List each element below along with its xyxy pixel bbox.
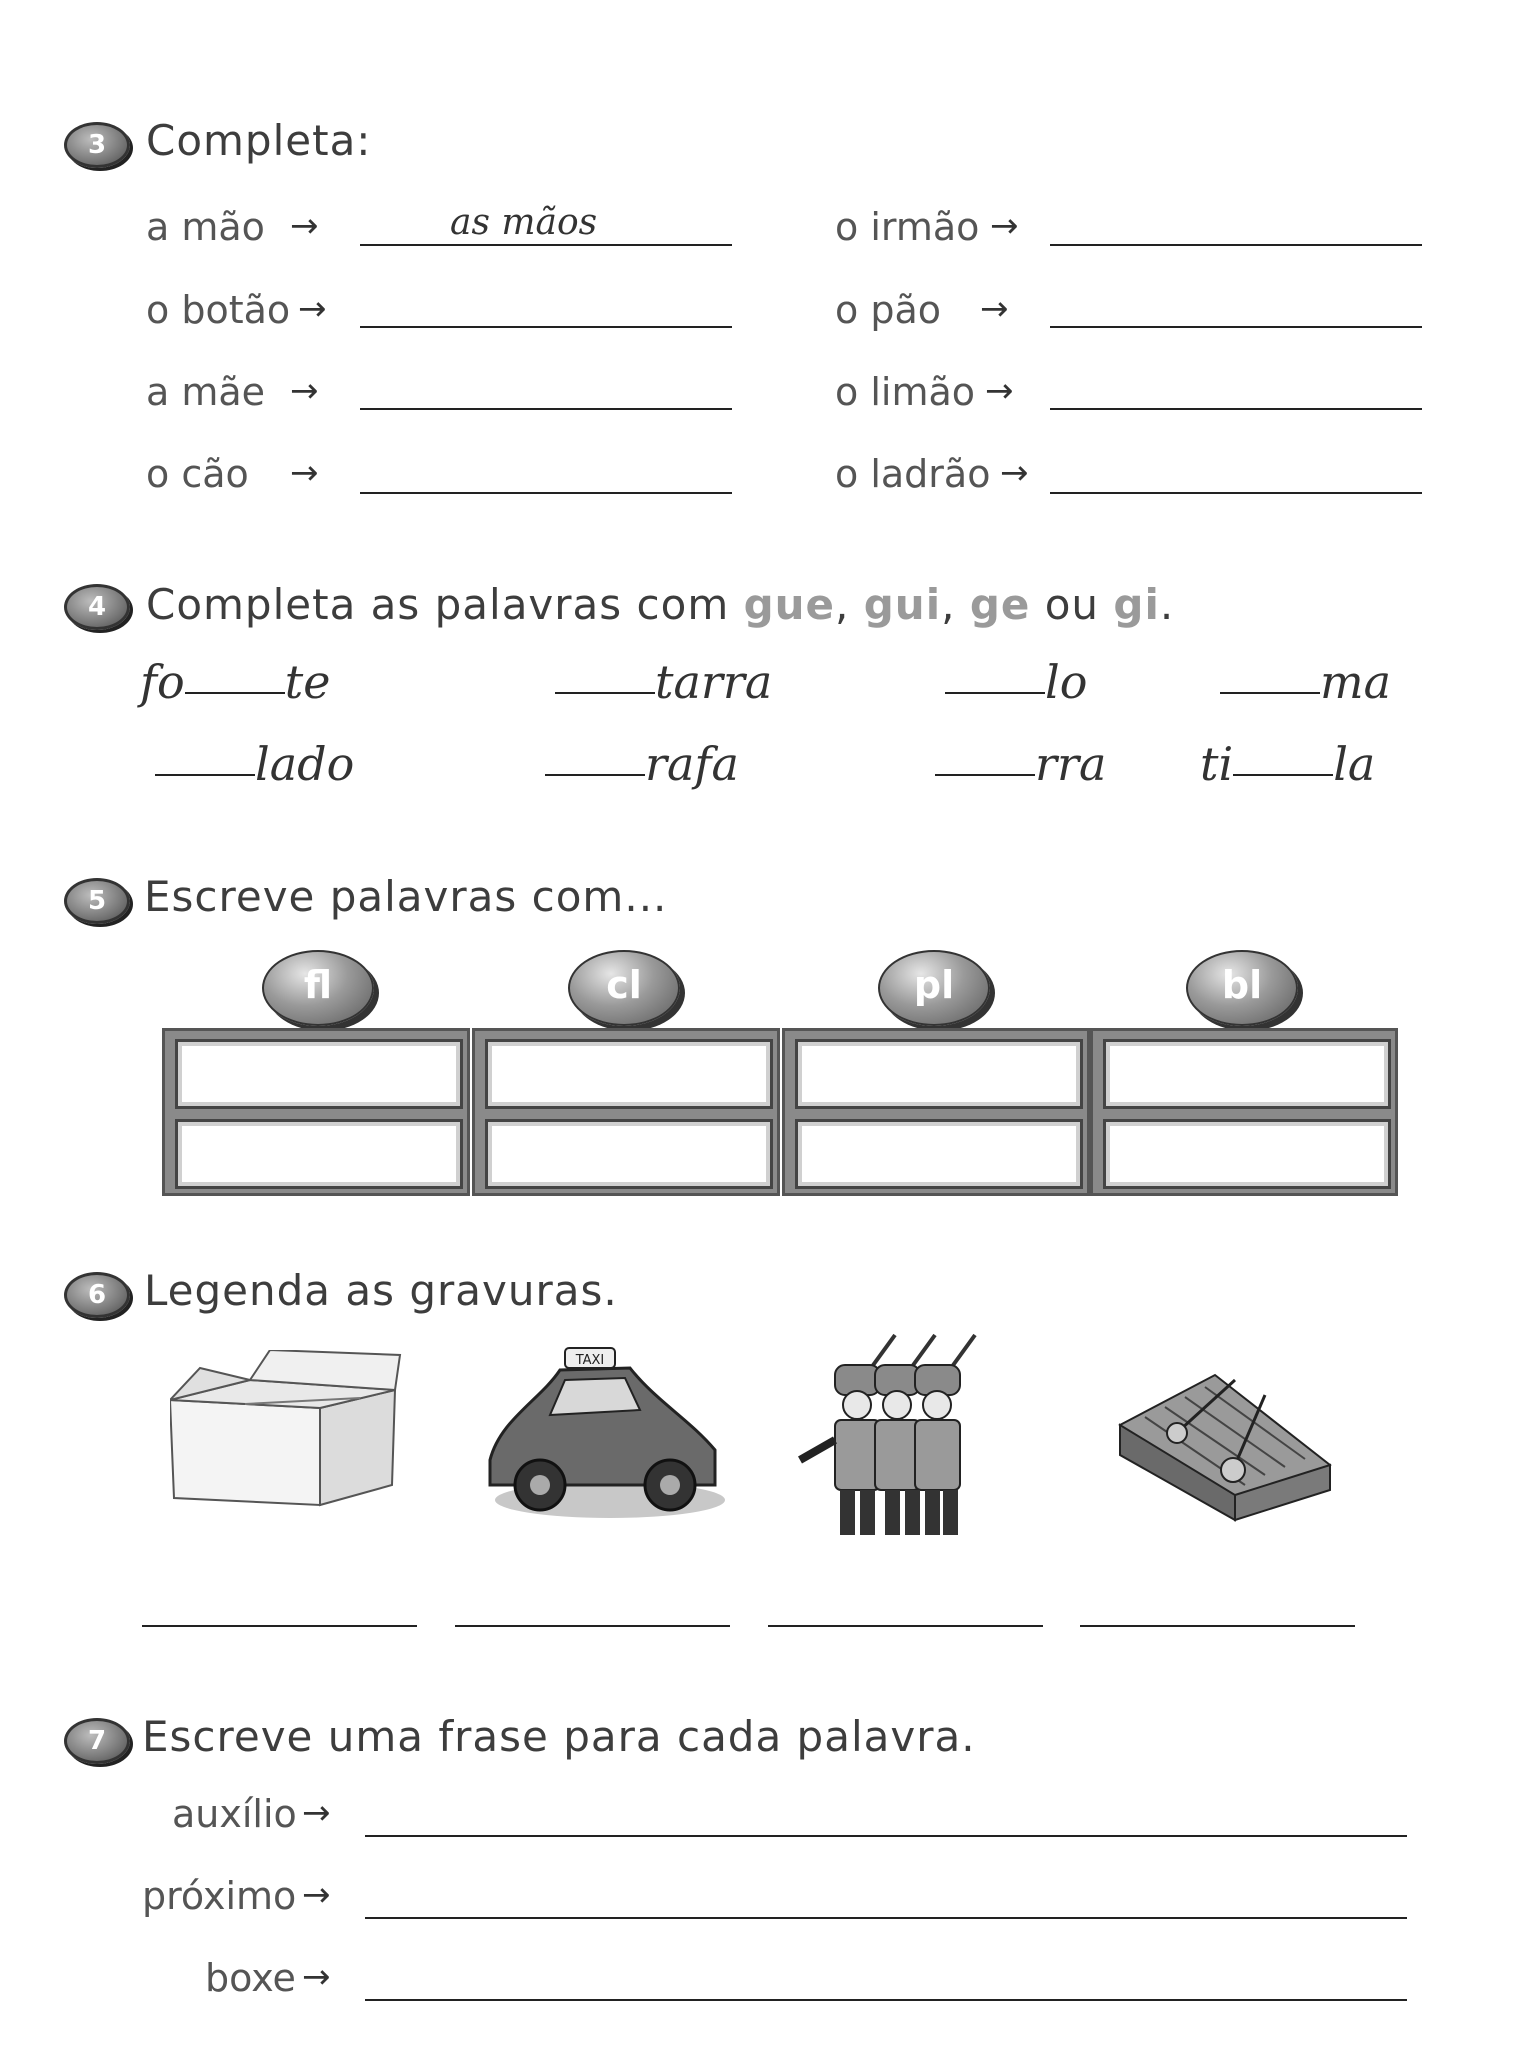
word-box[interactable] — [485, 1119, 773, 1189]
arrow-icon: → — [302, 1957, 331, 1997]
word-box[interactable] — [795, 1119, 1083, 1189]
exercise-number: 4 — [87, 592, 107, 622]
word-o-cao: o cão — [146, 452, 249, 496]
arrow-icon: → — [290, 371, 319, 411]
syllable-gui: gui — [863, 580, 942, 629]
caption-line[interactable] — [142, 1625, 417, 1627]
exercise-3-badge — [64, 122, 130, 168]
box-picture — [170, 1350, 410, 1510]
group-bl-boxes — [1090, 1028, 1398, 1196]
word-proximo: próximo — [142, 1874, 297, 1918]
word-o-pao: o pão — [835, 288, 941, 332]
blank-line[interactable] — [1220, 692, 1320, 694]
arrow-icon: → — [302, 1793, 331, 1833]
caption-line[interactable] — [768, 1625, 1043, 1627]
fill-word-5: lado — [155, 737, 354, 791]
arrow-icon: → — [290, 453, 319, 493]
word-box[interactable] — [1103, 1039, 1391, 1109]
word-o-limao: o limão — [835, 370, 975, 414]
answer-line[interactable] — [1050, 408, 1422, 410]
taxi-picture — [480, 1340, 730, 1525]
xylophone-picture — [1115, 1355, 1335, 1525]
caption-line[interactable] — [1080, 1625, 1355, 1627]
fill-word-3: lo — [945, 655, 1087, 709]
syllable-gue: gue — [743, 580, 836, 629]
exercise-4-badge — [64, 584, 130, 630]
group-pl-boxes — [782, 1028, 1090, 1196]
syllable-ge: ge — [969, 580, 1031, 629]
arrow-icon: → — [990, 206, 1019, 246]
group-fl-boxes — [162, 1028, 470, 1196]
word-o-botao: o botão — [146, 288, 291, 332]
group-bl-label: bl — [1186, 950, 1298, 1026]
exercise-6-badge — [64, 1272, 130, 1318]
exercise-4-title: Completa as palavras com gue, gui, ge ou gi. — [146, 580, 1175, 629]
caption-line[interactable] — [455, 1625, 730, 1627]
group-pl-label: pl — [878, 950, 990, 1026]
exercise-3-title: Completa: — [146, 116, 372, 165]
group-cl-label: cl — [568, 950, 680, 1026]
answer-line[interactable] — [360, 492, 732, 494]
fill-word-6: rafa — [545, 737, 739, 791]
blank-line[interactable] — [185, 692, 285, 694]
sample-answer: as mãos — [450, 202, 598, 243]
answer-line[interactable] — [1050, 244, 1422, 246]
exercise-number: 5 — [87, 886, 107, 916]
word-box[interactable] — [175, 1119, 463, 1189]
answer-line[interactable] — [360, 244, 732, 246]
syllable-gi: gi — [1113, 580, 1160, 629]
exercise-number: 6 — [87, 1280, 107, 1310]
arrow-icon: → — [302, 1875, 331, 1915]
exercise-5-badge — [64, 878, 130, 924]
blank-line[interactable] — [945, 692, 1045, 694]
word-box[interactable] — [485, 1039, 773, 1109]
arrow-icon: → — [290, 206, 319, 246]
blank-line[interactable] — [155, 774, 255, 776]
arrow-icon: → — [980, 289, 1009, 329]
answer-line[interactable] — [360, 408, 732, 410]
sentence-line[interactable] — [365, 1917, 1407, 1919]
word-box[interactable] — [795, 1039, 1083, 1109]
exercise-7-title: Escreve uma frase para cada palavra. — [142, 1712, 976, 1761]
exercise-number: 7 — [87, 1726, 107, 1756]
fill-word-2: tarra — [555, 655, 772, 709]
word-a-mao: a mão — [146, 205, 265, 249]
arrow-icon: → — [985, 371, 1014, 411]
sentence-line[interactable] — [365, 1835, 1407, 1837]
fill-word-4: ma — [1220, 655, 1391, 709]
exercise-6-title: Legenda as gravuras. — [144, 1266, 618, 1315]
blank-line[interactable] — [1233, 774, 1333, 776]
svg-text:TAXI: TAXI — [575, 1353, 605, 1368]
group-cl-boxes — [472, 1028, 780, 1196]
soldiers-picture — [795, 1330, 1005, 1545]
fill-word-8: ti la — [1200, 737, 1376, 791]
answer-line[interactable] — [360, 326, 732, 328]
word-o-ladrao: o ladrão — [835, 452, 991, 496]
fill-word-1: fo te — [140, 655, 331, 709]
arrow-icon: → — [1000, 453, 1029, 493]
answer-line[interactable] — [1050, 326, 1422, 328]
blank-line[interactable] — [545, 774, 645, 776]
exercise-number: 3 — [87, 130, 107, 160]
sentence-line[interactable] — [365, 1999, 1407, 2001]
exercise-7-badge — [64, 1718, 130, 1764]
word-a-mae: a mãe — [146, 370, 266, 414]
word-box[interactable] — [175, 1039, 463, 1109]
fill-word-7: rra — [935, 737, 1106, 791]
word-box[interactable] — [1103, 1119, 1391, 1189]
arrow-icon: → — [298, 289, 327, 329]
word-auxilio: auxílio — [172, 1792, 297, 1836]
word-o-irmao: o irmão — [835, 205, 980, 249]
word-boxe: boxe — [205, 1956, 296, 2000]
group-fl-label: fl — [262, 950, 374, 1026]
answer-line[interactable] — [1050, 492, 1422, 494]
blank-line[interactable] — [555, 692, 655, 694]
exercise-5-title: Escreve palavras com... — [144, 872, 668, 921]
blank-line[interactable] — [935, 774, 1035, 776]
